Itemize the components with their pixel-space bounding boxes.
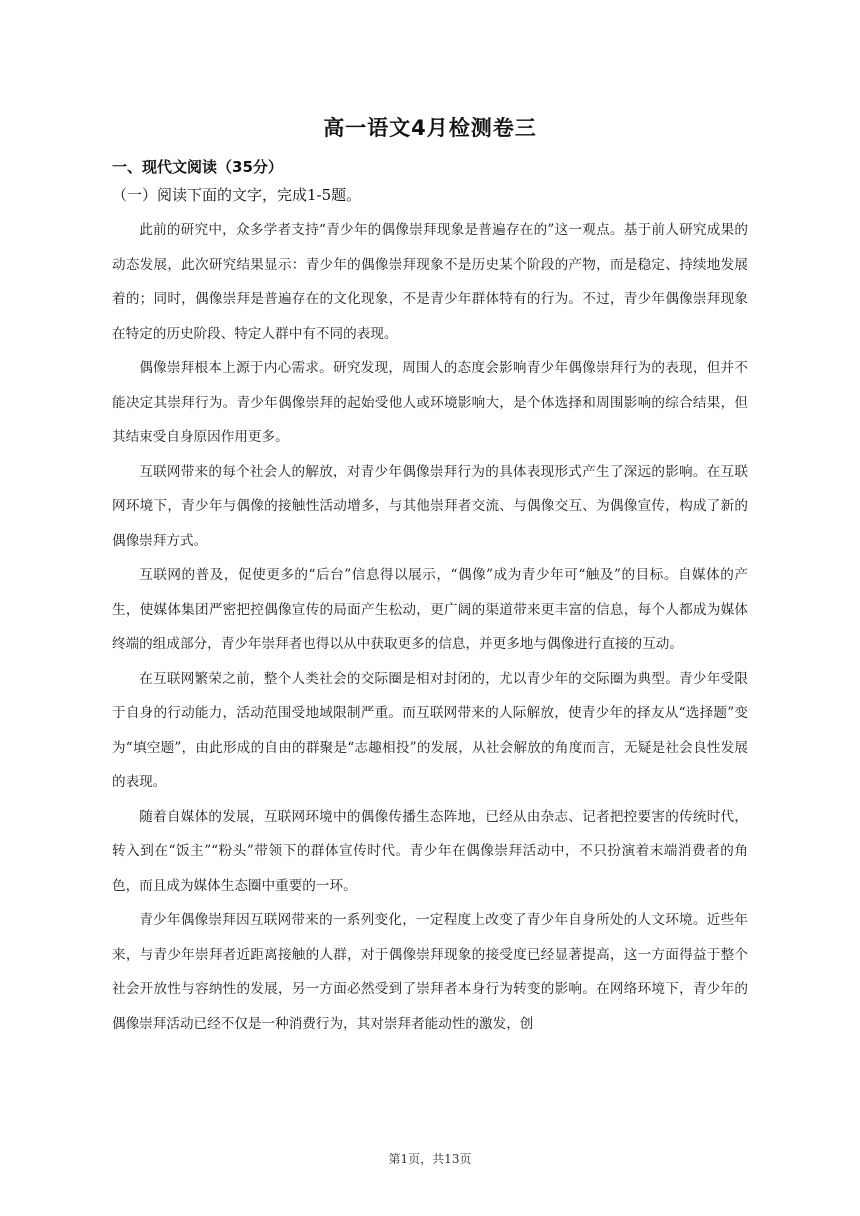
paragraph: 偶像崇拜根本上源于内心需求。研究发现，周围人的态度会影响青少年偶像崇拜行为的表现，但并不能决定其崇拜行为。青少年偶像崇拜的起始受他人或环境影响大，是个体选择和周围影响的综合结果，但其结束受自身原因作用更多。 — [112, 360, 748, 445]
section-heading: 一、现代文阅读（35分） — [112, 158, 283, 176]
document-title: 高一语文4月检测卷三 — [323, 116, 537, 140]
paragraph: 互联网的普及，促使更多的“后台”信息得以展示，“偶像”成为青少年可“触及”的目标。自媒体的产生，使媒体集团严密把控偶像宣传的局面产生松动，更广阔的渠道带来更丰富的信息，每个人都成为媒体终端的组成部分，青少年崇拜者也得以从中获取更多的信息，并更多地与偶像进行直接的互动。 — [112, 567, 748, 652]
paragraph: 互联网带来的每个社会人的解放，对青少年偶像崇拜行为的具体表现形式产生了深远的影响。在互联网环境下，青少年与偶像的接触性活动增多，与其他崇拜者交流、与偶像交互、为偶像宣传，构成了新的偶像崇拜方式。 — [112, 463, 748, 549]
reading-passage — [112, 213, 748, 1041]
paragraph: 随着自媒体的发展，互联网环境中的偶像传播生态阵地，已经从由杂志、记者把控要害的传统时代，转入到在“饭主”“粉头”带领下的群体宣传时代。青少年在偶像崇拜活动中，不只扮演着末端消费者的角色，而且成为媒体生态圈中重要的一环。 — [112, 808, 748, 894]
subsection-instruction: （一）阅读下面的文字，完成1-5题。 — [112, 186, 362, 204]
paragraph: 此前的研究中，众多学者支持“青少年的偶像崇拜现象是普遍存在的”这一观点。基于前人研究成果的动态发展，此次研究结果显示：青少年的偶像崇拜现象不是历史某个阶段的产物，而是稳定、持续地发展着的；同时，偶像崇拜是普遍存在的文化现象，不是青少年群体特有的行为。不过，青少年偶像崇拜现象在特定的历史阶段、特定人群中有不同的表现。 — [112, 222, 748, 342]
page-footer: 第1页，共13页 — [388, 1152, 472, 1166]
paragraph: 在互联网繁荣之前，整个人类社会的交际圈是相对封闭的，尤以青少年的交际圈为典型。青少年受限于自身的行动能力，活动范围受地域限制严重。而互联网带来的人际解放，使青少年的择友从“选择题”变为“填空题”，由此形成的自由的群聚是“志趣相投”的发展，从社会解放的角度而言，无疑是社会良性发展的表现。 — [112, 670, 748, 790]
paragraph: 青少年偶像崇拜因互联网带来的一系列变化，一定程度上改变了青少年自身所处的人文环境。近些年来，与青少年崇拜者近距离接触的人群，对于偶像崇拜现象的接受度已经显著提高，这一方面得益于整个社会开放性与容纳性的发展，另一方面必然受到了崇拜者本身行为转变的影响。在网络环境下，青少年的偶像崇拜活动已经不仅是一种消费行为，其对崇拜者能动性的激发，创 — [112, 912, 748, 1032]
